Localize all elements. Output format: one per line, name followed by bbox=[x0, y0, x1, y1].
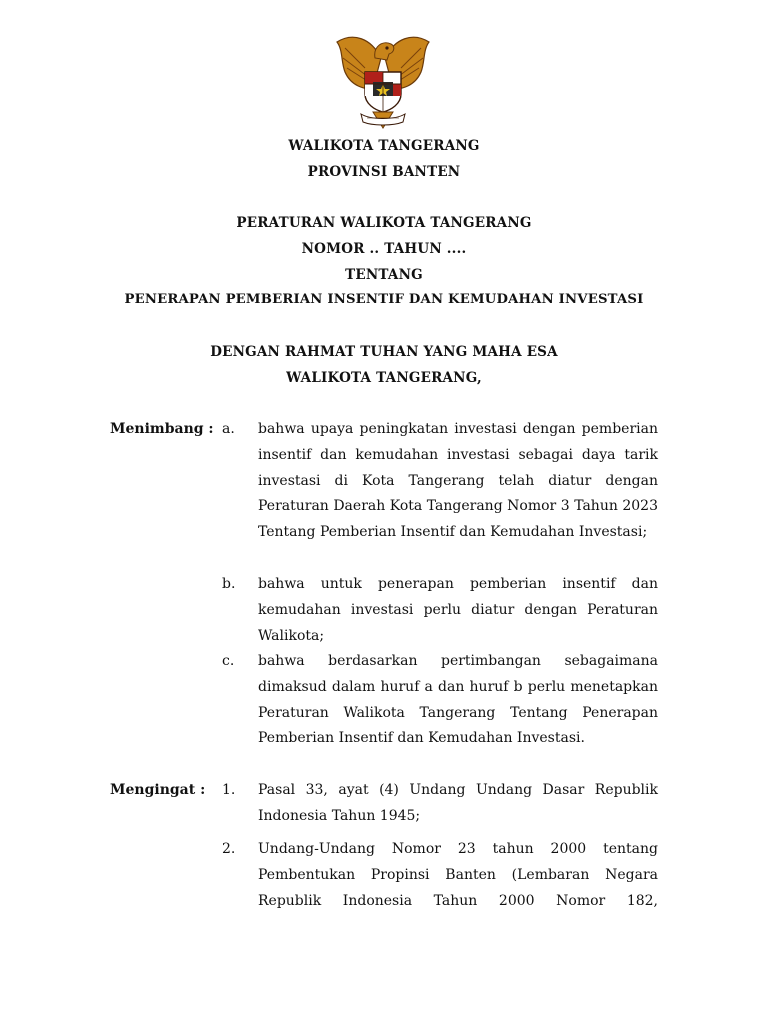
menimbang-marker-b: b. bbox=[222, 576, 236, 592]
menimbang-marker-c: c. bbox=[222, 653, 235, 669]
menimbang-item-c: bahwa berdasarkan pertimbangan sebagaimana dimaksud dalam huruf a dan huruf b perlu menetapkan Peraturan Walikota Tangerang Tentang Penerapan Pemberian Insentif dan Kemudahan Investasi. bbox=[258, 653, 658, 747]
mengingat-marker-1: 1. bbox=[222, 782, 236, 798]
menimbang-label: Menimbang : bbox=[110, 421, 214, 437]
regulation-subject: PENERAPAN PEMBERIAN INSENTIF DAN KEMUDAHAN INVESTASI bbox=[124, 292, 644, 307]
regulation-title: PERATURAN WALIKOTA TANGERANG bbox=[236, 215, 532, 231]
menimbang-item-b: bahwa untuk penerapan pemberian insentif dan kemudahan investasi perlu diatur dengan Peraturan Walikota; bbox=[258, 576, 658, 644]
menimbang-item-a: bahwa upaya peningkatan investasi dengan pemberian insentif dan kemudahan investasi sebagai daya tarik investasi di Kota Tangerang telah diatur dengan Peraturan Daerah Kota Tangerang Nomor 3 Tahun 2023 Tentang Pemberian Insentif dan Kemudahan Investasi; bbox=[258, 421, 658, 541]
regulation-number: NOMOR .. TAHUN .... bbox=[301, 241, 467, 257]
menimbang-marker-a: a. bbox=[222, 421, 235, 437]
garuda-emblem-icon bbox=[331, 28, 435, 136]
mengingat-item-2: Undang-Undang Nomor 23 tahun 2000 tentang Pembentukan Propinsi Banten (Lembaran Negara Republik Indonesia Tahun 2000 Nomor 182, bbox=[258, 841, 658, 909]
mengingat-item-1: Pasal 33, ayat (4) Undang Undang Dasar Republik Indonesia Tahun 1945; bbox=[258, 782, 658, 824]
blessing-line: DENGAN RAHMAT TUHAN YANG MAHA ESA bbox=[210, 344, 558, 360]
authority-line: WALIKOTA TANGERANG, bbox=[286, 370, 482, 386]
mengingat-label: Mengingat : bbox=[110, 782, 206, 798]
header-walikota: WALIKOTA TANGERANG bbox=[288, 138, 480, 154]
regulation-about: TENTANG bbox=[345, 267, 423, 283]
header-provinsi: PROVINSI BANTEN bbox=[307, 164, 461, 180]
mengingat-marker-2: 2. bbox=[222, 841, 236, 857]
